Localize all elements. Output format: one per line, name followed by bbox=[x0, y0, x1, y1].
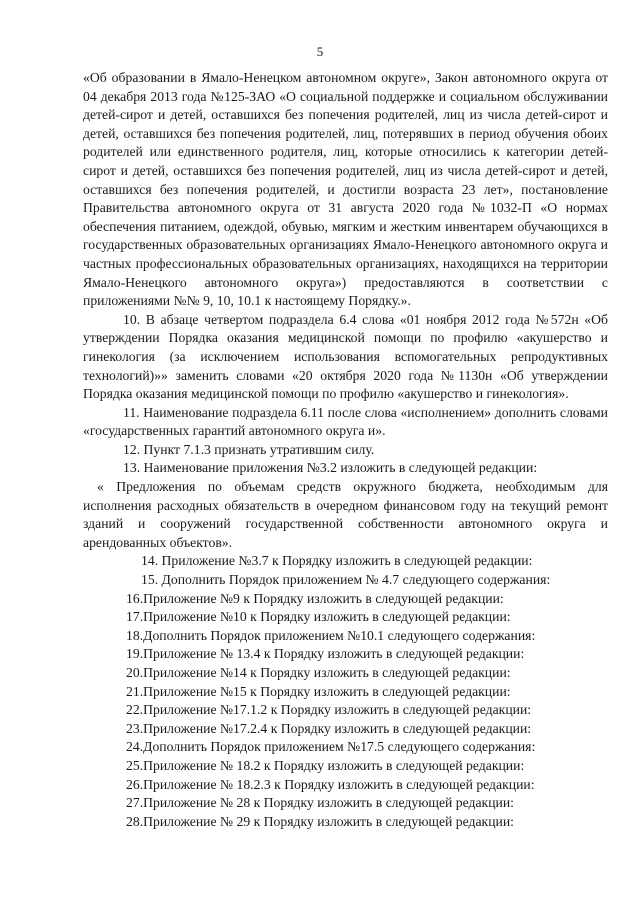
paragraph-25: 25.Приложение № 18.2 к Порядку изложить в следующей редакции: bbox=[126, 757, 525, 773]
paragraph-24: 24.Дополнить Порядок приложением №17.5 следующего содержания: bbox=[126, 739, 536, 755]
paragraph-16: 16.Приложение №9 к Порядку изложить в следующей редакции: bbox=[126, 590, 504, 606]
paragraph-12: 12. Пункт 7.1.3 признать утратившим силу. bbox=[123, 441, 375, 457]
document-body bbox=[83, 69, 608, 831]
paragraph-20: 20.Приложение №14 к Порядку изложить в следующей редакции: bbox=[126, 665, 511, 680]
paragraph-28: 28.Приложение № 29 к Порядку изложить в следующей редакции: bbox=[126, 813, 514, 829]
paragraph-10: 10. В абзаце четвертом подраздела 6.4 слова «01 ноября 2012 года №572н «Об утверждении Порядка оказания медицинской помощи по профилю «акушерство и гинекология (за исключением использования вспомогательных репродуктивных технологий)»» заменить словами «20 октября 2020 года №1130н «Об утверждении Порядка оказания медицинской помощи по профилю «акушерство и гинекология». bbox=[83, 311, 608, 402]
paragraph-15: 15. Дополнить Порядок приложением № 4.7 следующего содержания: bbox=[141, 572, 551, 588]
paragraph-13-quote: « Предложения по объемам средств окружного бюджета, необходимым для исполнения расходных обязательств в очередном финансовом году на текущий ремонт зданий и сооружений государственной собственности автономного округа и арендованных объектов». bbox=[83, 479, 608, 550]
paragraph-26: 26.Приложение № 18.2.3 к Порядку изложить в следующей редакции: bbox=[126, 776, 535, 792]
paragraph-19: 19.Приложение № 13.4 к Порядку изложить в следующей редакции: bbox=[126, 646, 525, 662]
page-number: 5 bbox=[316, 44, 324, 59]
paragraph-11: 11. Наименование подраздела 6.11 после слова «исполнением» дополнить словами «государственных гарантий автономного округа и». bbox=[83, 404, 608, 439]
paragraph-21: 21.Приложение №15 к Порядку изложить в следующей редакции: bbox=[126, 683, 511, 699]
paragraph-14: 14. Приложение №3.7 к Порядку изложить в следующей редакции: bbox=[141, 553, 533, 569]
paragraph-17: 17.Приложение №10 к Порядку изложить в следующей редакции: bbox=[126, 609, 511, 625]
paragraph-27: 27.Приложение № 28 к Порядку изложить в следующей редакции: bbox=[126, 795, 514, 811]
paragraph-18: 18.Дополнить Порядок приложением №10.1 следующего содержания: bbox=[126, 627, 536, 643]
paragraph-22: 22.Приложение №17.1.2 к Порядку изложить в следующей редакции: bbox=[126, 702, 532, 718]
paragraph-23: 23.Приложение №17.2.4 к Порядку изложить в следующей редакции: bbox=[126, 720, 532, 736]
paragraph-13: 13. Наименование приложения №3.2 изложить в следующей редакции: bbox=[123, 460, 538, 476]
paragraph-laws-continuation: «Об образовании в Ямало-Ненецком автономном округе», Закон автономного округа от 04 декабря 2013 года №125-ЗАО «О социальной поддержке и социальном обслуживании детей-сирот и детей, оставшихся без попечения родителей, лиц из числа детей-сирот и детей, оставшихся без попечения родителей, лиц, потерявших в период обучения обоих родителей или единственного родителя, лиц, которые относились к категории детей-сирот и детей, оставшихся без попечения родителей, лиц из числа детей-сирот и детей, оставшихся без попечения родителей, и достигли возраста 23 лет», постановление Правительства автономного округа от 31 августа 2020 года №1032-П «О нормах обеспечения питанием, одеждой, обувью, мягким и жестким инвентарем обучающихся в государственных образовательных организациях Ямало-Ненецкого автономного округа и частных профессиональных образовательных организациях, находящихся на территории Ямало-Ненецкого автономного округа») предоставляются в соответствии с приложениями №№ 9, 10, 10.1 к настоящему Порядку.». bbox=[83, 70, 608, 309]
